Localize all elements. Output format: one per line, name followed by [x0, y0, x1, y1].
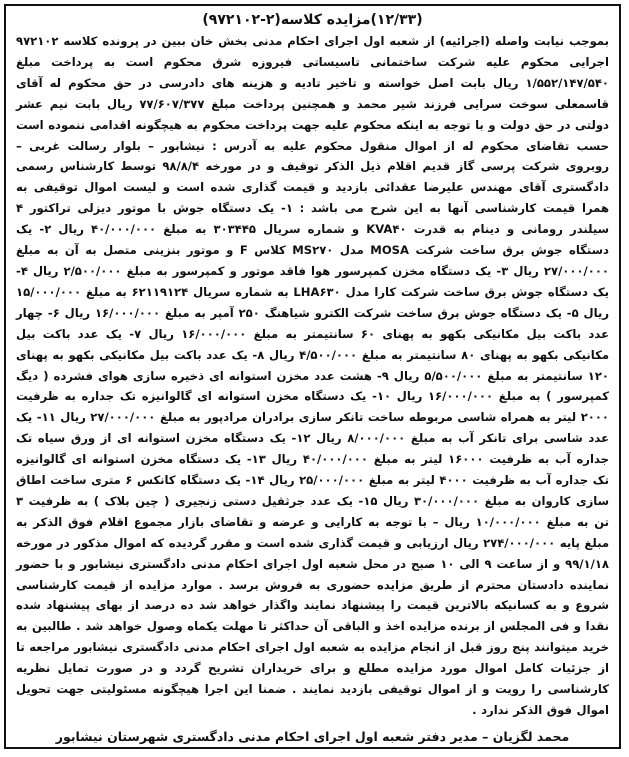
notice-frame: [4, 4, 621, 749]
notice-signature: محمد لگزیان – مدیر دفتر شعبه اول اجرای احکام مدنی دادگستری شهرستان نیشابور: [55, 728, 570, 744]
notice-title: (۱۲/۳۳)مزایده کلاسه(۲-۹۷۲۱۰۲): [202, 12, 423, 28]
notice-body: بموجب نیابت واصله (اجرائیه) از شعبه اول اجرای احکام مدنی بخش خان ببین در پرونده کلاسه ۹۷۲۱۰۲ اجرایی محکوم علیه شرکت ساختمانی تاسیساتی فیروزه شرق محکوم است به پرداخت مبلغ ۱/۵۵۲/۱۴۷/۵۴۰ ریال بابت اصل خواسته و تاخیر تادیه و هزینه های دادرسی در حق محکوم له آقای قاسمعلی سوخت سرایی فرزند شیر محمد و همچنین پرداخت مبلغ ۷۷/۶۰۷/۳۷۷ ریال بابت نیم عشر دولتی در حق دولت و با توجه به اینکه محکوم علیه جهت پرداخت محکوم به هیچگونه اقدامی ننموده است حسب تقاضای محکوم له از اموال منقول محکوم علیه به آدرس : نیشابور – بلوار رسالت غربی – روبروی شرکت پرسی گاز قدیم اقلام ذیل الذکر توقیف و در مورخه ۹۸/۸/۴ توسط کارشناس رسمی دادگستری آقای مهندس علیرضا عقدائی بازدید و قیمت گذاری شده است و لیست اموال توقیفی به همرا قیمت کارشناسی آنها به این شرح می باشد : ۱- یک دستگاه جوش با موتور دیزلی تراکتور ۴ سیلندر رومانی و دینام به قدرت KVA۴۰ و شماره سریال ۳۰۳۴۴۵ به مبلغ ۴۰/۰۰۰/۰۰۰ ریال ۲- یک دستگاه جوش برق ساخت شرکت MOSA مدل MS۲۷۰ کلاس F و موتور بنزینی متصل به آن به مبلغ ۲۷/۰۰۰/۰۰۰ ریال ۳- یک دستگاه مخزن کمپرسور هوا فاقد موتور و کمپرسور به مبلغ ۲/۵۰۰/۰۰۰ ریال ۴- یک دستگاه جوش برق ساخت شرکت کارا مدل LHA۶۳۰ به شماره سریال ۶۲۱۱۹۱۲۴ به مبلغ ۱۵/۰۰۰/۰۰۰ ریال ۵- یک دستگاه جوش برق ساخت شرکت الکترو شیاهنگ ۲۵۰ آمپر به مبلغ ۱۶/۰۰۰/۰۰۰ ریال ۶- چهار عدد باکت بیل مکانیکی بکهو به پهنای ۶۰ سانتیمتر به مبلغ ۱۶/۰۰۰/۰۰۰ ریال ۷- یک عدد باکت بیل مکانیکی بکهو به پهنای ۸۰ سانتیمتر به مبلغ ۴/۵۰۰/۰۰۰ ریال ۸- یک عدد باکت بیل مکانیکی بکهو به پهنای ۱۲۰ سانتیمتر به مبلغ ۵/۵۰۰/۰۰۰ ریال ۹- هشت عدد مخزن استوانه ای ذخیره سازی هوای فشرده ( دیگ کمپرسور ) به مبلغ ۱۶/۰۰۰/۰۰۰ ریال ۱۰- یک دستگاه مخزن استوانه ای گالوانیزه تک جداره به ظرفیت ۲۰۰۰ لیتر به همراه شاسی مربوطه ساخت تانکر سازی برادران مرادپور به مبلغ ۲۷/۰۰۰/۰۰۰ ریال ۱۱- یک عدد شاسی برای تانکر آب به مبلغ ۸/۰۰۰/۰۰۰ ریال ۱۲- یک دستگاه مخزن استوانه ای از ورق سیاه تک جداره آب به ظرفیت ۱۶۰۰۰ لیتر به مبلغ ۴۰/۰۰۰/۰۰۰ ریال ۱۳- یک دستگاه مخزن استوانه ای گالوانیزه تک جداره آب به ظرفیت ۴۰۰۰ لیتر به مبلغ ۲۵/۰۰۰/۰۰۰ ریال ۱۴- یک دستگاه کانکس ۶ متری ساخت اطاق سازی کاروان به مبلغ ۳۰/۰۰۰/۰۰۰ ریال ۱۵- یک عدد جرثقیل دستی زنجیری ( چین بلاک ) به ظرفیت ۳ تن به مبلغ ۱۰/۰۰۰/۰۰۰ ریال – با توجه به کارایی و عرضه و تقاضای بازار مجموع اقلام فوق الذکر به مبلغ پایه ۲۷۴/۰۰۰/۰۰۰ ریال ارزیابی و قیمت گذاری شده است و مقرر گردیده که اموال مذکور در مورخه ۹۹/۱/۱۸ و از ساعت ۹ الی ۱۰ صبح در محل شعبه اول اجرای احکام مدنی دادگستری نیشابور و با حضور نماینده دادستان محترم از طریق مزایده حضوری به فروش برسد . موارد مزایده از قیمت کارشناسی شروع و به کسانیکه بالاترین قیمت را پیشنهاد نمایند واگذار خواهد شد ده درصد از بهای پیشنهاد شده نقدا و فی المجلس از برنده مزایده اخذ و الباقی آن حداکثر تا مهلت یکماه وصول خواهد شد . طالبین به خرید میتوانند پنج روز قبل از انجام مزایده به شعبه اول اجرای احکام مدنی دادگستری نیشابور مراجعه تا از جزئیات کامل اموال مورد مزایده مطلع و برای خریداران تشریح گردد و در صورت تمایل نظریه کارشناسی را رویت و از اموال توقیفی بازدید نمایند . ضمنا این اجرا هیچگونه مسئولیتی جهت تحویل اموال فوق الذکر ندارد .: [16, 34, 610, 717]
